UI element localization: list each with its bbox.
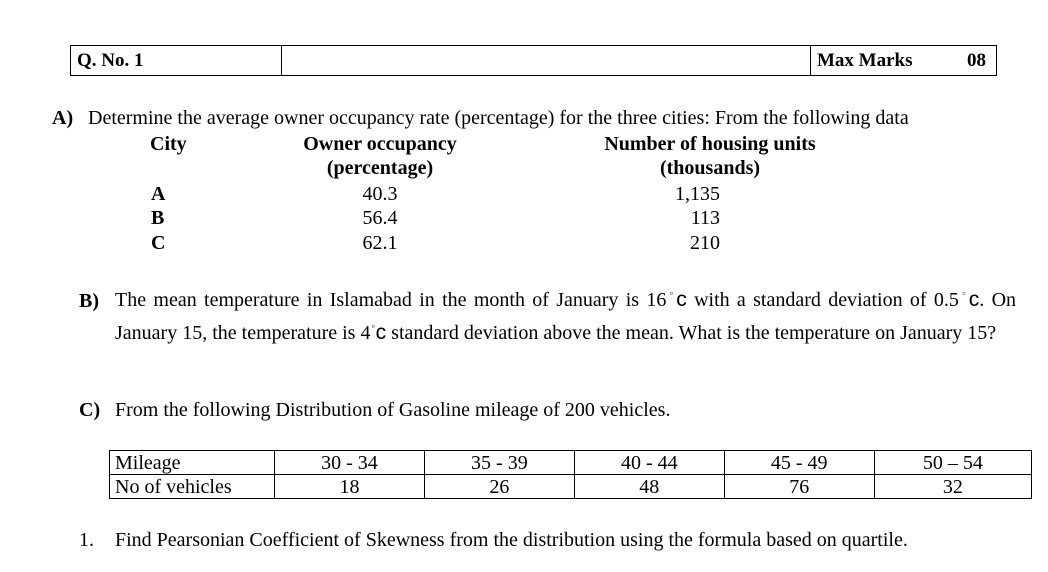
part-c-label: C): [79, 399, 101, 421]
part-b-text: [115, 285, 1016, 351]
col-units-header: [570, 132, 850, 180]
mileage-row: [110, 451, 1032, 475]
class-interval: 45 - 49: [724, 451, 874, 475]
celsius-unit: c: [676, 288, 687, 311]
degree-icon: ▫: [371, 321, 375, 331]
row-occupancy: 62.1: [362, 232, 398, 254]
task-number: 1.: [79, 529, 94, 551]
col-occupancy-header: [280, 132, 480, 180]
part-a-label: A): [52, 107, 74, 129]
part-a-text: Determine the average owner occupancy rate (percentage) for the three cities: From the following data: [88, 107, 909, 129]
part-c-text: From the following Distribution of Gasoline mileage of 200 vehicles.: [115, 399, 671, 421]
row-city: C: [151, 232, 166, 254]
row-occupancy: 40.3: [362, 183, 398, 205]
vehicle-count: 76: [724, 475, 874, 499]
vehicle-count: 48: [574, 475, 724, 499]
class-interval: 40 - 44: [574, 451, 724, 475]
degree-icon: ▫: [667, 288, 676, 298]
vehicles-row: [110, 475, 1032, 499]
mileage-label: Mileage: [110, 451, 275, 475]
celsius-unit: c: [968, 288, 980, 311]
part-b-seg1: The mean temperature in Islamabad in the month of January is 16: [115, 289, 667, 311]
part-b-seg4: . On January 15, the temperature is 4: [115, 289, 1017, 344]
distribution-table: [109, 450, 1032, 499]
max-marks-value: 08: [933, 46, 997, 76]
part-b-label: B): [79, 290, 99, 312]
part-b-seg2: with a standard deviation of: [694, 289, 927, 311]
question-number: Q. No. 1: [71, 46, 282, 76]
vehicle-count: 32: [874, 475, 1031, 499]
max-marks-label: Max Marks: [811, 46, 934, 76]
vehicle-count: 26: [424, 475, 574, 499]
class-interval: 30 - 34: [275, 451, 425, 475]
row-city: B: [151, 207, 165, 229]
col-city-header: City: [150, 133, 187, 155]
col-occupancy-line1: Owner occupancy: [303, 133, 457, 155]
col-units-line1: Number of housing units: [604, 133, 816, 155]
degree-icon: ▫: [959, 288, 968, 298]
row-units: 210: [690, 232, 720, 254]
part-b-seg5: standard deviation above the mean. What is the temperature on January 15?: [391, 322, 997, 344]
row-units: 1,135: [675, 183, 720, 205]
class-interval: 50 – 54: [874, 451, 1031, 475]
part-b-seg3: 0.5: [933, 289, 959, 311]
task-text: Find Pearsonian Coefficient of Skewness from the distribution using the formula based on quartile.: [115, 529, 908, 551]
class-interval: 35 - 39: [424, 451, 574, 475]
col-occupancy-line2: (percentage): [326, 157, 434, 179]
row-city: A: [151, 183, 166, 205]
question-header: [70, 45, 997, 76]
row-units: 113: [690, 207, 720, 229]
vehicles-label: No of vehicles: [110, 475, 275, 499]
celsius-unit: c: [375, 321, 387, 344]
row-occupancy: 56.4: [362, 207, 398, 229]
col-units-line2: (thousands): [659, 157, 761, 179]
vehicle-count: 18: [275, 475, 425, 499]
question-blank-cell: [282, 46, 811, 76]
